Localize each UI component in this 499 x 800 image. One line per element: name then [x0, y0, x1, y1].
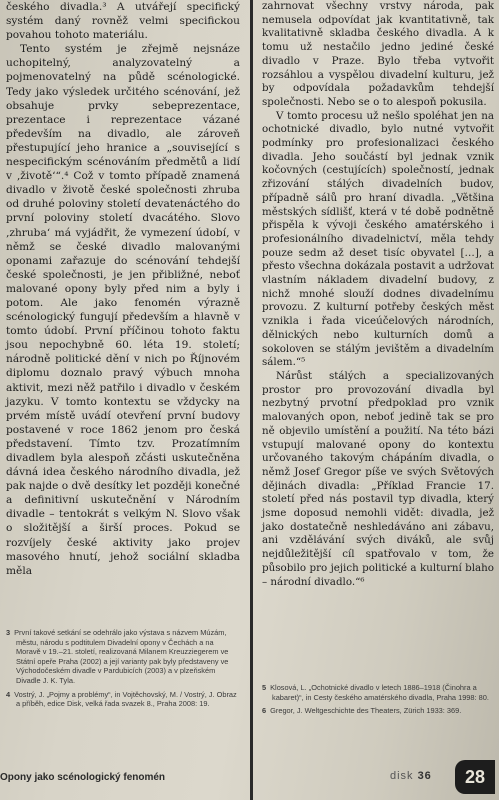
paragraph: českého divadla.³ A utvářejí specifický systém daný rovněž velmi specifickou povahou tohoto materiálu.	[6, 1, 240, 42]
journal-label	[390, 770, 432, 782]
right-text-column	[262, 0, 494, 589]
footnotes-left	[6, 628, 240, 713]
running-footer-title: Opony jako scénologický fenomén	[0, 772, 166, 783]
column-divider	[250, 0, 253, 800]
footnotes-right	[262, 683, 494, 720]
page-number-badge: 28	[455, 760, 495, 794]
footnote-number: 4	[6, 689, 11, 699]
issue-number: 36	[417, 770, 432, 782]
footnote	[262, 706, 494, 716]
footnote-number: 6	[262, 706, 267, 716]
footnote-text: Gregor, J. Weltgeschichte des Theaters, Zürich 1933: 369.	[270, 706, 462, 716]
paragraph: Nárůst stálých a specializovaných prostor pro provozování divadla byl nezbytný prvotní předpoklad pro vznik malovaných opon, neboť jedině tak se pro ně objevilo umístění a použití. Na této bázi vstupují malované opony do kontextu určovaného takovým chápáním divadla, o němž Josef Gregor píše ve svých Světových dějinách divadla: „Příklad Francie 17. století před nás postavil typ divadla, který jsme doposud nemohli vidět: divadla, jež jako dostatečně neshledáváno ani zábavu, ani vzdělávání svých diváků, ale svůj nejdůležitější cíl spatřovalo v tom, že působilo pro jejich politické a kulturní blaho – národní divadlo.“⁶	[262, 369, 494, 588]
footnote-text: Vostrý, J. „Pojmy a problémy“, in Vojtěchovský, M. / Vostrý, J. Obraz a příběh, edice Disk, velká řada svazek 8., Praha 2008: 19.	[14, 689, 237, 709]
journal-name: disk	[390, 770, 414, 782]
footnote	[6, 690, 240, 709]
footnote	[6, 628, 240, 686]
footnote-number: 5	[262, 683, 267, 692]
footnote	[262, 683, 494, 702]
footnote-text: První takové setkání se odehrálo jako výstava s názvem Múzám, městu, národu s podtitulem Divadelní opony v Čechách a na Moravě v 19.–21. století, realizovaná Milanem Kreuzziegerem ve Státní opeře Praha (2002) a její varianty pak byly představeny ve Východočeském divadle v Pardubicích (2003) a v plzeňském Divadle J. K. Tyla.	[14, 628, 229, 685]
left-text-column	[6, 0, 240, 578]
footnote-number: 3	[6, 628, 11, 637]
footnote-text: Klosová, L. „Ochotnické divadlo v letech 1886–1918 (Činohra a kabaret)“, in Cesty českého amatérského divadla, Praha 1998: 80.	[270, 683, 489, 702]
paragraph: zahrnovat všechny vrstvy národa, pak nemusela odpovídat jak kvantitativně, tak kvalitativně skladba českého divadla. A k tomu už nestačilo jedno jediné české divadlo v Praze. Bylo třeba vytvořit rozsáhlou a vyspělou divadelní kulturu, jež by odpovídala požadavkům tehdejší společnosti. Nebo se o to alespoň pokusila.	[262, 0, 494, 108]
paragraph: V tomto procesu už nešlo spoléhat jen na ochotnické divadlo, bylo nutné vytvořit podmínky pro profesionalizaci českého divadla. Jeho součástí byl jednak vznik kočovných (cestujících) společností, jednak zřizování stálých divadelních budov, případně sálů pro hraní divadla. „Většina městských sídlišť, která v té době podnětně přispěla k vývoji českého amatérského i profesionálního divadelnictví, měla tehdy pouze sedm až deset tisíc obyvatel […], a přesto všechna dokázala postavit a udržovat vlastním nákladem divadelní budovy, z nichž mnohé slouží dodnes divadelnímu provozu. Z kulturní potřeby českých měst vznikla i řada viceúčelových národních, dělnických nebo kulturních domů a sokoloven se stálým jevištěm a divadelním sálem.“⁵	[262, 109, 494, 369]
paragraph: Tento systém je zřejmě nejsnáze uchopitelný, analyzovatelný a pojmenovatelný na půdě scénologické. Tedy jako výsledek určitého scénování, jež obsahuje prvky sebeprezentace, prezentace i reprezentace vázané především na divadlo, ale zároveň přestupující jeho hranice a „související s nespecifickým scénováním předmětů a lidí v ‚životě‘“.⁴ Což v tomto případě znamená divadlo v životě české společnosti zhruba od druhé poloviny století devatenáctého do první poloviny století dvacátého. Slovo ‚zhruba‘ má vyjádřit, že vymezení údobí, v němž se české divadlo malovanými oponami zařazuje do scénování tehdejší české společnosti, je jen přibližné, neboť malované opony byly před nim a byly i potom. Ale jako fenomén výrazně scénologický fungují především a hlavně v tomto údobí. První příčinou tohoto faktu jsou nepochybně 60. léta 19. století; národně politické dění v nich po Říjnovém diplomu doznalo pravý výbuch mnoha aktivit, mezi něž patřilo i divadlo v českém jazyku. V tomto kontextu se vždycky na prvém místě uvádí otevření první budovy postavené v roce 1862 jenom pro česká představení. Tímto tzv. Prozatímním divadlem byla alespoň zčásti uskutečněna dávná idea českého národního divadla, jež pak najde o dvě desítky let později konečné a definitivní uskutečnění v Národním divadle – tentokrát s velkým N. Slovo však o složitější a širší proces. Pokud se rozvíjely české aktivity jako projev masového hnutí, jehož sociální skladba měla	[6, 43, 240, 577]
